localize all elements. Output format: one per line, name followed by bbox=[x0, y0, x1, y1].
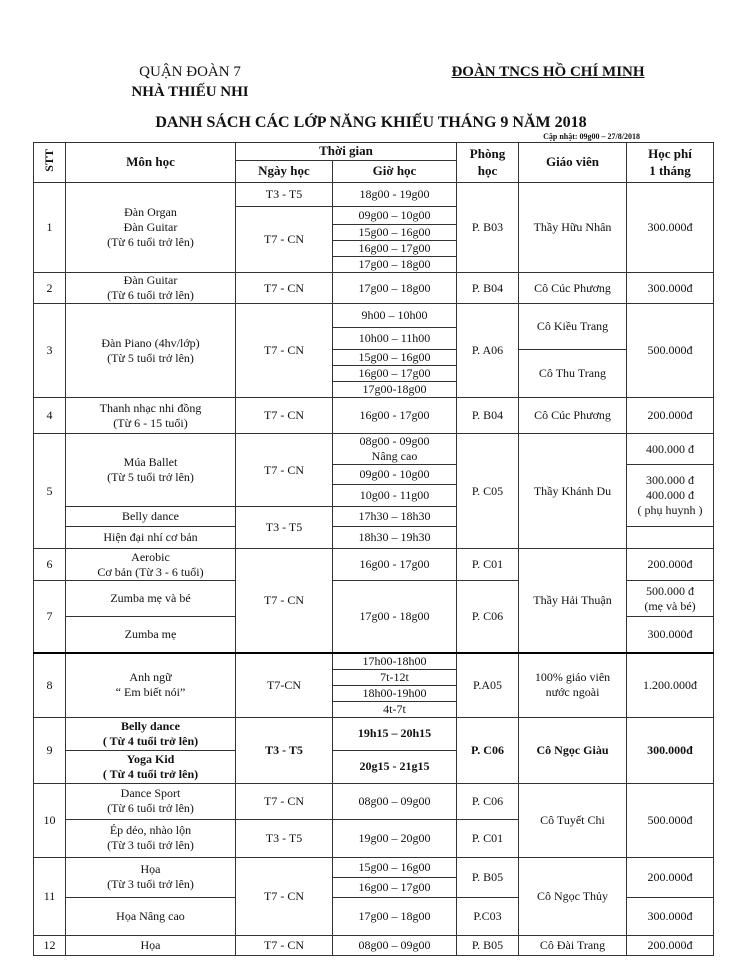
day-cell: T7-CN bbox=[236, 653, 333, 718]
teacher-cell: Cô Thu Trang bbox=[519, 350, 627, 398]
fee-cell: 300.000 đ 400.000 đ ( phụ huynh ) bbox=[627, 465, 714, 527]
day-cell: T3 - T5 bbox=[236, 507, 333, 549]
teacher-cell: Thầy Hữu Nhân bbox=[519, 183, 627, 273]
room-cell: P.A05 bbox=[457, 653, 519, 718]
hour-cell: 16g00 - 17g00 bbox=[333, 549, 457, 581]
subject-cell: Aerobic Cơ bản (Từ 3 - 6 tuổi) bbox=[66, 549, 236, 581]
teacher-cell: Cô Đài Trang bbox=[519, 935, 627, 955]
table-row bbox=[34, 783, 714, 819]
subject-cell: Họa (Từ 3 tuổi trở lên) bbox=[66, 857, 236, 897]
room-cell: P. C06 bbox=[457, 717, 519, 783]
fee-cell: 200.000đ bbox=[627, 935, 714, 955]
room-cell: P. C05 bbox=[457, 434, 519, 549]
table-row bbox=[34, 549, 714, 581]
table-header-row bbox=[34, 143, 714, 161]
hour-cell: 17g00 – 18g00 bbox=[333, 257, 457, 273]
hour-cell: 18g00 - 19g00 bbox=[333, 183, 457, 207]
fee-cell: 500.000 đ (mẹ và bé) bbox=[627, 581, 714, 617]
day-cell: T7 - CN bbox=[236, 207, 333, 273]
room-cell: P. B03 bbox=[457, 183, 519, 273]
day-cell: T7 - CN bbox=[236, 935, 333, 955]
day-cell: T3 - T5 bbox=[236, 183, 333, 207]
subject-cell: Múa Ballet (Từ 5 tuổi trở lên) bbox=[66, 434, 236, 507]
day-cell: T7 - CN bbox=[236, 273, 333, 304]
stt-cell: 9 bbox=[34, 717, 66, 783]
hour-cell: 09g00 - 10g00 bbox=[333, 465, 457, 485]
hour-cell: 08g00 - 09g00 Nâng cao bbox=[333, 434, 457, 465]
hour-cell: 16g00 – 17g00 bbox=[333, 877, 457, 897]
fee-cell: 300.000đ bbox=[627, 717, 714, 783]
room-cell: P. A06 bbox=[457, 304, 519, 398]
hour-cell: 9h00 – 10h00 bbox=[333, 304, 457, 328]
stt-cell: 3 bbox=[34, 304, 66, 398]
teacher-cell: Cô Cúc Phương bbox=[519, 273, 627, 304]
union-name: ĐOÀN TNCS HỒ CHÍ MINH bbox=[451, 64, 645, 80]
fee-cell: 300.000đ bbox=[627, 617, 714, 653]
hour-cell: 17g00 - 18g00 bbox=[333, 581, 457, 653]
room-cell: P. C01 bbox=[457, 549, 519, 581]
col-day: Ngày học bbox=[236, 161, 333, 183]
room-cell: P.C03 bbox=[457, 897, 519, 935]
hour-cell: 19h15 – 20h15 bbox=[333, 717, 457, 750]
hour-cell: 08g00 – 09g00 bbox=[333, 783, 457, 819]
hour-cell: 18h30 – 19h30 bbox=[333, 527, 457, 549]
hour-cell: 17h30 – 18h30 bbox=[333, 507, 457, 527]
subject-cell: Zumba mẹ bbox=[66, 617, 236, 653]
teacher-cell: Thầy Khánh Du bbox=[519, 434, 627, 549]
subject-cell: Dance Sport (Từ 6 tuổi trở lên) bbox=[66, 783, 236, 819]
hour-cell: 17g00-18g00 bbox=[333, 382, 457, 398]
subject-cell: Belly dance ( Từ 4 tuổi trở lên) bbox=[66, 717, 236, 750]
hour-cell: 18h00-19h00 bbox=[333, 685, 457, 701]
col-teacher: Giáo viên bbox=[519, 143, 627, 183]
fee-cell: 1.200.000đ bbox=[627, 653, 714, 718]
table-row bbox=[34, 653, 714, 670]
subject-cell: Đàn Piano (4hv/lớp) (Từ 5 tuổi trở lên) bbox=[66, 304, 236, 398]
table-row bbox=[34, 935, 714, 955]
table-row bbox=[34, 434, 714, 465]
subject-cell: Zumba mẹ và bé bbox=[66, 581, 236, 617]
hour-cell: 17g00 – 18g00 bbox=[333, 897, 457, 935]
room-cell: P. B05 bbox=[457, 935, 519, 955]
hour-cell: 16g00 – 17g00 bbox=[333, 241, 457, 257]
room-cell: P. B04 bbox=[457, 398, 519, 434]
subject-cell: Đàn Guitar (Từ 6 tuổi trở lên) bbox=[66, 273, 236, 304]
hour-cell: 4t-7t bbox=[333, 701, 457, 717]
fee-cell: 400.000 đ bbox=[627, 434, 714, 465]
col-room: Phòng học bbox=[457, 143, 519, 183]
col-time: Thời gian bbox=[236, 143, 457, 161]
fee-cell: 200.000đ bbox=[627, 549, 714, 581]
day-cell: T7 - CN bbox=[236, 549, 333, 653]
table-row bbox=[34, 717, 714, 750]
stt-cell: 5 bbox=[34, 434, 66, 549]
stt-cell: 6 bbox=[34, 549, 66, 581]
teacher-cell: Thầy Hải Thuận bbox=[519, 549, 627, 653]
subject-cell: Ép dẻo, nhào lộn (Từ 3 tuổi trở lên) bbox=[66, 819, 236, 857]
stt-cell: 2 bbox=[34, 273, 66, 304]
hour-cell: 19g00 – 20g00 bbox=[333, 819, 457, 857]
subject-cell: Hiện đại nhí cơ bản bbox=[66, 527, 236, 549]
fee-cell: 200.000đ bbox=[627, 398, 714, 434]
day-cell: T7 - CN bbox=[236, 857, 333, 935]
stt-cell: 8 bbox=[34, 653, 66, 718]
hour-cell: 10h00 – 11h00 bbox=[333, 328, 457, 350]
hour-cell: 08g00 – 09g00 bbox=[333, 935, 457, 955]
table-row bbox=[34, 304, 714, 328]
class-schedule-table bbox=[33, 142, 714, 956]
page-title: DANH SÁCH CÁC LỚP NĂNG KHIẾU THÁNG 9 NĂM 2018 bbox=[155, 114, 587, 131]
org-name-line1: QUẬN ĐOÀN 7 bbox=[139, 64, 241, 80]
fee-cell: 300.000đ bbox=[627, 183, 714, 273]
subject-cell: Họa Nâng cao bbox=[66, 897, 236, 935]
hour-cell: 09g00 – 10g00 bbox=[333, 207, 457, 225]
col-hour: Giờ học bbox=[333, 161, 457, 183]
room-cell: P. B04 bbox=[457, 273, 519, 304]
day-cell: T3 - T5 bbox=[236, 717, 333, 783]
stt-cell: 1 bbox=[34, 183, 66, 273]
hour-cell: 17h00-18h00 bbox=[333, 653, 457, 670]
stt-cell: 12 bbox=[34, 935, 66, 955]
hour-cell: 17g00 – 18g00 bbox=[333, 273, 457, 304]
table-row bbox=[34, 273, 714, 304]
hour-cell: 20g15 - 21g15 bbox=[333, 750, 457, 783]
room-cell: P. C01 bbox=[457, 819, 519, 857]
teacher-cell: 100% giáo viên nước ngoài bbox=[519, 653, 627, 718]
update-timestamp: Cập nhật: 09g00 – 27/8/2018 bbox=[543, 132, 640, 141]
table-row bbox=[34, 857, 714, 877]
org-name-line2: NHÀ THIẾU NHI bbox=[131, 84, 249, 100]
table-row bbox=[34, 183, 714, 207]
hour-cell: 16g00 - 17g00 bbox=[333, 398, 457, 434]
hour-cell: 15g00 – 16g00 bbox=[333, 225, 457, 241]
subject-cell: Đàn Organ Đàn Guitar (Từ 6 tuổi trở lên) bbox=[66, 183, 236, 273]
day-cell: T3 - T5 bbox=[236, 819, 333, 857]
teacher-cell: Cô Cúc Phương bbox=[519, 398, 627, 434]
teacher-cell: Cô Kiều Trang bbox=[519, 304, 627, 350]
hour-cell: 16g00 – 17g00 bbox=[333, 366, 457, 382]
day-cell: T7 - CN bbox=[236, 783, 333, 819]
subject-cell: Yoga Kid ( Từ 4 tuổi trở lên) bbox=[66, 750, 236, 783]
fee-cell: 300.000đ bbox=[627, 273, 714, 304]
fee-cell: 500.000đ bbox=[627, 783, 714, 857]
day-cell: T7 - CN bbox=[236, 434, 333, 507]
subject-cell: Thanh nhạc nhi đồng (Từ 6 - 15 tuổi) bbox=[66, 398, 236, 434]
stt-cell: 4 bbox=[34, 398, 66, 434]
teacher-cell: Cô Ngọc Giàu bbox=[519, 717, 627, 783]
teacher-cell: Cô Ngọc Thủy bbox=[519, 857, 627, 935]
teacher-cell: Cô Tuyết Chi bbox=[519, 783, 627, 857]
room-cell: P. B05 bbox=[457, 857, 519, 897]
subject-cell: Belly dance bbox=[66, 507, 236, 527]
hour-cell: 7t-12t bbox=[333, 669, 457, 685]
col-subject: Môn học bbox=[66, 143, 236, 183]
fee-cell: 300.000đ bbox=[627, 897, 714, 935]
subject-cell: Anh ngữ “ Em biết nói” bbox=[66, 653, 236, 718]
stt-cell: 7 bbox=[34, 581, 66, 653]
day-cell: T7 - CN bbox=[236, 304, 333, 398]
hour-cell: 10g00 - 11g00 bbox=[333, 485, 457, 507]
room-cell: P. C06 bbox=[457, 783, 519, 819]
subject-cell: Họa bbox=[66, 935, 236, 955]
hour-cell: 15g00 – 16g00 bbox=[333, 350, 457, 366]
stt-cell: 11 bbox=[34, 857, 66, 935]
col-stt: STT bbox=[34, 143, 66, 183]
stt-cell: 10 bbox=[34, 783, 66, 857]
fee-cell: 500.000đ bbox=[627, 304, 714, 398]
hour-cell: 15g00 – 16g00 bbox=[333, 857, 457, 877]
col-fee: Học phí 1 tháng bbox=[627, 143, 714, 183]
room-cell: P. C06 bbox=[457, 581, 519, 653]
table-row bbox=[34, 398, 714, 434]
fee-cell bbox=[627, 527, 714, 549]
day-cell: T7 - CN bbox=[236, 398, 333, 434]
fee-cell: 200.000đ bbox=[627, 857, 714, 897]
